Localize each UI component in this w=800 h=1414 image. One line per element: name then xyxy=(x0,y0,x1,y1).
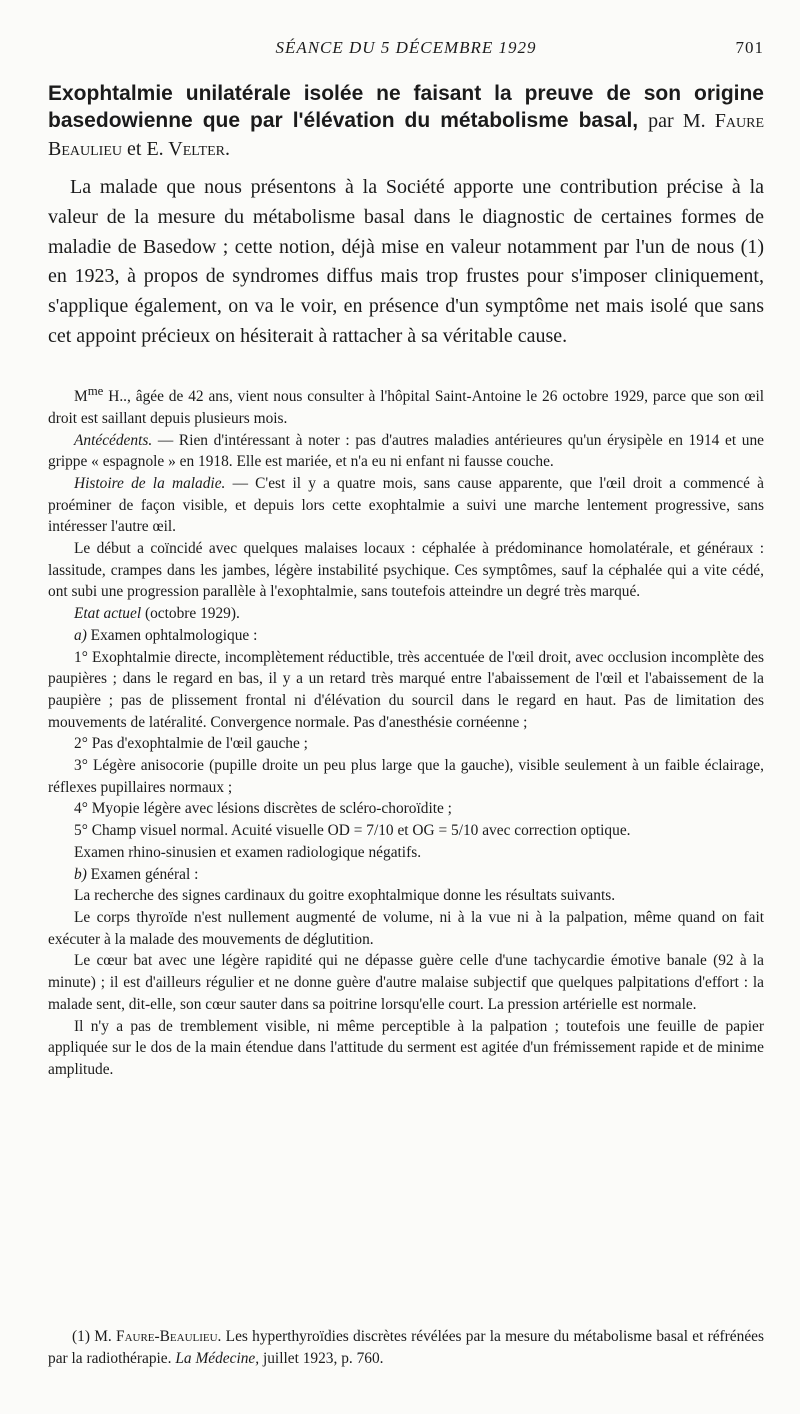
byline-par: par M. xyxy=(648,110,706,132)
case-paragraph-onset: Le début a coïncidé avec quelques malaises locaux : céphalée à prédominance homolatérale, et généraux : lassitude, crampes dans les jambes, légère instabilité psychique. Ces symptômes, sauf la céphalée qui a vite cédé, ont subi une progression parallèle à l'exophtalmie, sans toutefois atteindre un degré très marqué. xyxy=(48,540,764,601)
case-paragraph-history: Histoire de la maladie. — C'est il y a quatre mois, sans cause apparente, que l'œil droit a commencé à proéminer de façon visible, et depuis lors cette exophtalmie a suivi une marche lentement progressive, sans intéresser l'autre œil. xyxy=(48,474,764,536)
heart-finding: Le cœur bat avec une légère rapidité qui ne dépasse guère celle d'une tachycardie émotive banale (92 à la minute) ; il est d'ailleurs régulier et ne donne guère d'autre malaise subjectif que quelques palpitations d'effort : la malade sent, dit-elle, son cœur sauter dans sa poitrine lorsqu'elle court. La pression artérielle est normale. xyxy=(48,952,764,1013)
author-faure-beaulieu: Faure Beaulieu xyxy=(48,110,765,160)
footnote: (1) M. Faure-Beaulieu. Les hyperthyroïdies discrètes révélées par la mesure du métabolisme basal et réfrénées par la radiothérapie. La Médecine, juillet 1923, p. 760. xyxy=(48,1328,764,1367)
superscript-me: me xyxy=(87,384,104,398)
tremor-finding: Il n'y a pas de tremblement visible, ni même perceptible à la palpation ; toutefois une feuille de papier appliquée sur le dos de la main étendue dans l'attitude du serment est agitée d'un frémissement rapide et de minime amplitude. xyxy=(48,1017,764,1078)
intro-text: La malade que nous présentons à la Société apporte une contribution précise à la valeur de la mesure du métabolisme basal dans le diagnostic de certaines formes de maladie de Basedow ; cette notion, déjà mise en valeur notamment par l'un de nous (1) en 1923, à propos de syndromes diffus mais trop frustes pour s'imposer cliniquement, s'applique également, on va le voir, en présence d'un symptôme net mais isolé que sans cet appoint précieux on hésiterait à rattacher à sa véritable cause. xyxy=(48,176,764,347)
running-title: SÉANCE DU 5 DÉCEMBRE 1929 xyxy=(275,38,537,57)
intro-paragraph xyxy=(48,173,764,352)
page-number: 701 xyxy=(735,38,764,57)
section-a-heading: a) Examen ophtalmologique : xyxy=(74,626,258,644)
author-velter: E. Velter. xyxy=(146,138,230,160)
current-state-heading: Etat actuel xyxy=(74,605,142,623)
title-main: Exophtalmie unilatérale isolée ne faisant la preuve de son origine basedowienne que par l'élévation du métabolisme basal, xyxy=(48,82,764,132)
case-paragraph-current-state: Etat actuel (octobre 1929). xyxy=(74,605,240,623)
finding-5: 5° Champ visuel normal. Acuité visuelle OD = 7/10 et OG = 5/10 avec correction optique. xyxy=(74,822,631,840)
history-heading: Histoire de la maladie. xyxy=(74,474,226,492)
article-title xyxy=(48,80,764,163)
cardinal-signs: La recherche des signes cardinaux du goitre exophtalmique donne les résultats suivants. xyxy=(74,887,616,905)
footnote-author: M. Faure-Beaulieu. xyxy=(94,1328,222,1345)
finding-4: 4° Myopie légère avec lésions discrètes de scléro-choroïdite ; xyxy=(74,800,452,818)
footnote-mark: (1) xyxy=(72,1328,90,1345)
case-report xyxy=(48,381,764,1081)
finding-2: 2° Pas d'exophtalmie de l'œil gauche ; xyxy=(74,735,308,753)
finding-3: 3° Légère anisocorie (pupille droite un peu plus large que la gauche), visible seulement à un faible éclairage, réflexes pupillaires normaux ; xyxy=(48,757,764,796)
case-paragraph-antecedents: Antécédents. — Rien d'intéressant à noter : pas d'autres maladies antérieures qu'un érysipèle en 1914 et une grippe « espagnole » en 1918. Elle est mariée, et n'a eu ni enfant ni fausse couche. xyxy=(48,431,764,471)
finding-1: 1° Exophtalmie directe, incomplètement réductible, très accentuée de l'œil droit, avec occlusion incomplète des paupières ; dans le regard en bas, il y a un retard très marqué entre l'abaissement de l'œil et l'abaissement de la paupière ; pas de plissement frontal ni d'élévation du sourcil dans le regard en haut. Pas de limitation des mouvements de latéralité. Convergence normale. Pas d'anesthésie cornéenne ; xyxy=(48,648,764,731)
footnote-journal: La Médecine, xyxy=(175,1349,260,1367)
rhino-exam: Examen rhino-sinusien et examen radiologique négatifs. xyxy=(74,843,422,861)
case-paragraph-presentation: $M^{me}$ H.., âgée de 42 ans, vient nous consulter à l'hôpital Saint-Antoine le 26 octobre 1929, parce que son œil droit est saillant depuis plusieurs mois. xyxy=(48,384,764,427)
byline-and: et xyxy=(127,138,142,160)
section-b-heading: b) Examen général : xyxy=(74,865,199,883)
antecedents-heading: Antécédents. xyxy=(74,431,153,449)
thyroid-finding: Le corps thyroïde n'est nullement augmenté de volume, ni à la vue ni à la palpation, même quand on fait exécuter à la malade des mouvements de déglutition. xyxy=(48,909,764,948)
